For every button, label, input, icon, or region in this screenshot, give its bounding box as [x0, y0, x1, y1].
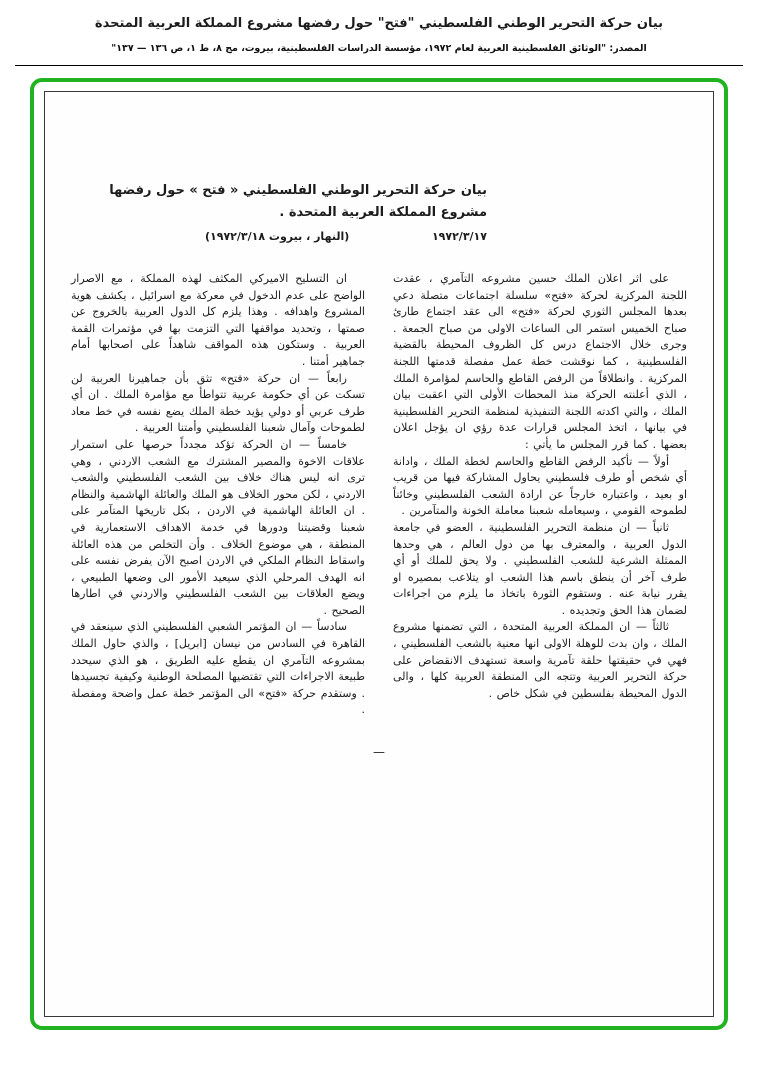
paragraph: على اثر اعلان الملك حسين مشروعه التآمري ، عقدت اللجنة المركزية لحركة «فتح» سلسلة اجتماعات متصلة دعي بعدها المجلس الثوري لحركة «فتح» الى عقد اجتماع طارئ صباح الخميس استمر الى الساعات الاولى من صباح الجمعة . وجرى خلال الاجتماع درس كل الظروف المحيطة بالقضية الفلسطينية ، كما نوقشت خطة عمل مفصلة قدمتها اللجنة المركزية . وانطلاقاً من الرفض القاطع والحاسم لمؤامرة الملك ، الذي أعلنته الحركة منذ المحطات الأولى التي اعقبت بيان الملك ، والتي اكدته اللجنة التنفيذية لمنظمة التحرير الفلسطينية في بيانها ، اتخذ المجلس قرارات عدة رؤي ان يؤجل اعلان بعضها . كما قرر المجلس ما يأتي : — [393, 272, 687, 451]
document-title-line-2: مشروع المملكة العربية المتحدة . — [279, 205, 487, 220]
column-right — [393, 271, 687, 719]
source-line: المصدر: "الوثائق الفلسطينية العربية لعام ١٩٧٢، مؤسسة الدراسات الفلسطينية، بيروت، مج ٨، ط ١، ص ١٣٦ — ١٣٧" — [111, 43, 647, 54]
paragraph: سادساً — ان المؤتمر الشعبي الفلسطيني الذي سينعقد في القاهرة في السادس من نيسان [ابريل] ، والذي حاول الملك بمشروعه التآمري ان يقطع عليه الطريق ، هو الذي سيحدد طبيعة الاجراءات التي تقتضيها المصلحة الوطنية وكيفية تجسيدها . وستقدم حركة «فتح» الى المؤتمر خطة عمل واضحة ومفصلة . — [71, 620, 365, 717]
paragraph: ثانياً — ان منظمة التحرير الفلسطينية ، العضو في جامعة الدول العربية ، والمعترف بها من دول العالم ، هي وحدها الممثلة الشرعية للشعب الفلسطيني . ولا يحق للملك أو أي طرف آخر أن ينطق باسم هذا الشعب او يتلاعب بمصيره او يقرر نيابة عنه . وستقوم الثورة باتخاذ ما يلزم من اجراءات لضمان هذا الحق وتجديده . — [393, 520, 687, 617]
paragraph: ان التسليح الاميركي المكثف لهذه المملكة ، مع الاصرار الواضح على عدم الدخول في معركة مع اسرائيل ، يكشف هوية المشروع واهدافه . وهذا يلزم كل الدول العربية بالخروج عن صمتها ، وتحديد مواقفها التي التزمت بها في مؤتمرات القمة العربية . وستكون هذه المواقف شاهداً على اصحابها أمام جماهير أمتنا . — [71, 272, 365, 368]
paragraph: ثالثاً — ان المملكة العربية المتحدة ، التي تضمنها مشروع الملك ، وان بدت للوهلة الاولى انها معنية بالشعب الفلسطيني ، فهي في حقيقتها حلقة تآمرية واسعة تستهدف الانقضاض على حركة التحرير العربية وتتجه الى المنطقة العربية كلها ، والى الدول المحيطة بفلسطين في شكل خاص . — [393, 620, 687, 700]
column-left — [71, 271, 365, 719]
document-title-block — [109, 180, 487, 243]
page-header — [15, 14, 743, 56]
document-columns — [71, 271, 687, 719]
page-title: بيان حركة التحرير الوطني الفلسطيني "فتح" حول رفضها مشروع المملكة العربية المتحدة — [94, 16, 664, 31]
paragraph: أولاً — تأكيد الرفض القاطع والحاسم لخطة الملك ، وادانة أي شخص أو طرف فلسطيني يحاول المشاركة فيها من قريب او بعيد ، واعتباره خارجاً عن ارادة الشعب الفلسطيني وخائناً لطموحه القومي ، وسيعامله شعبنا معاملة الخونة والمتآمرين . — [393, 454, 687, 518]
document-publication: (النهار ، بيروت ١٩٧٢/٣/١٨) — [205, 230, 350, 243]
header-divider — [15, 65, 743, 66]
scanned-document-page — [44, 91, 714, 1017]
document-title-line-1: بيان حركة التحرير الوطني الفلسطيني « فتح » حول رفضها — [109, 183, 487, 198]
page-separator-mark: — — [373, 745, 385, 760]
green-frame — [30, 78, 728, 1030]
document-date: ١٩٧٢/٣/١٧ — [431, 230, 487, 243]
document-date-row — [205, 230, 487, 243]
paragraph: خامساً — ان الحركة تؤكد مجدداً حرصها على استمرار علاقات الاخوة والمصير المشترك مع الشعب الاردني ، وهي ترى انه ليس هناك خلاف بين الشعب الفلسطيني والشعب الاردني ، لكن محور الخلاف هو الملك والعائلة الهاشمية والنظام . ان العائلة الهاشمية في الاردن ، بكل تاريخها المتآمر على شعبنا وقضيتنا ودورها في خدمة الاهداف الاستعمارية في المنطقة ، هي موضوع الخلاف . وأن التخلص من هذه العائلة واسقاط النظام الملكي في الاردن اصبح الآن يفرض نفسه على انه الهدف المرحلي الذي سيعيد الأمور الى وضعها الطبيعي ، ويضع العلاقات بين الشعب الفلسطيني والاردني في اطارها الصحيح . — [71, 437, 365, 617]
paragraph: رابعاً — ان حركة «فتح» تثق بأن جماهيرنا العربية لن تسكت عن أي حكومة عربية تتواطأ مع مؤامرة الملك . ان أي طرف عربي أو دولي يؤيد خطة الملك يضع نفسه في خط معاد لطموحات وآمال شعبنا الفلسطيني وأمتنا العربية . — [71, 371, 365, 435]
